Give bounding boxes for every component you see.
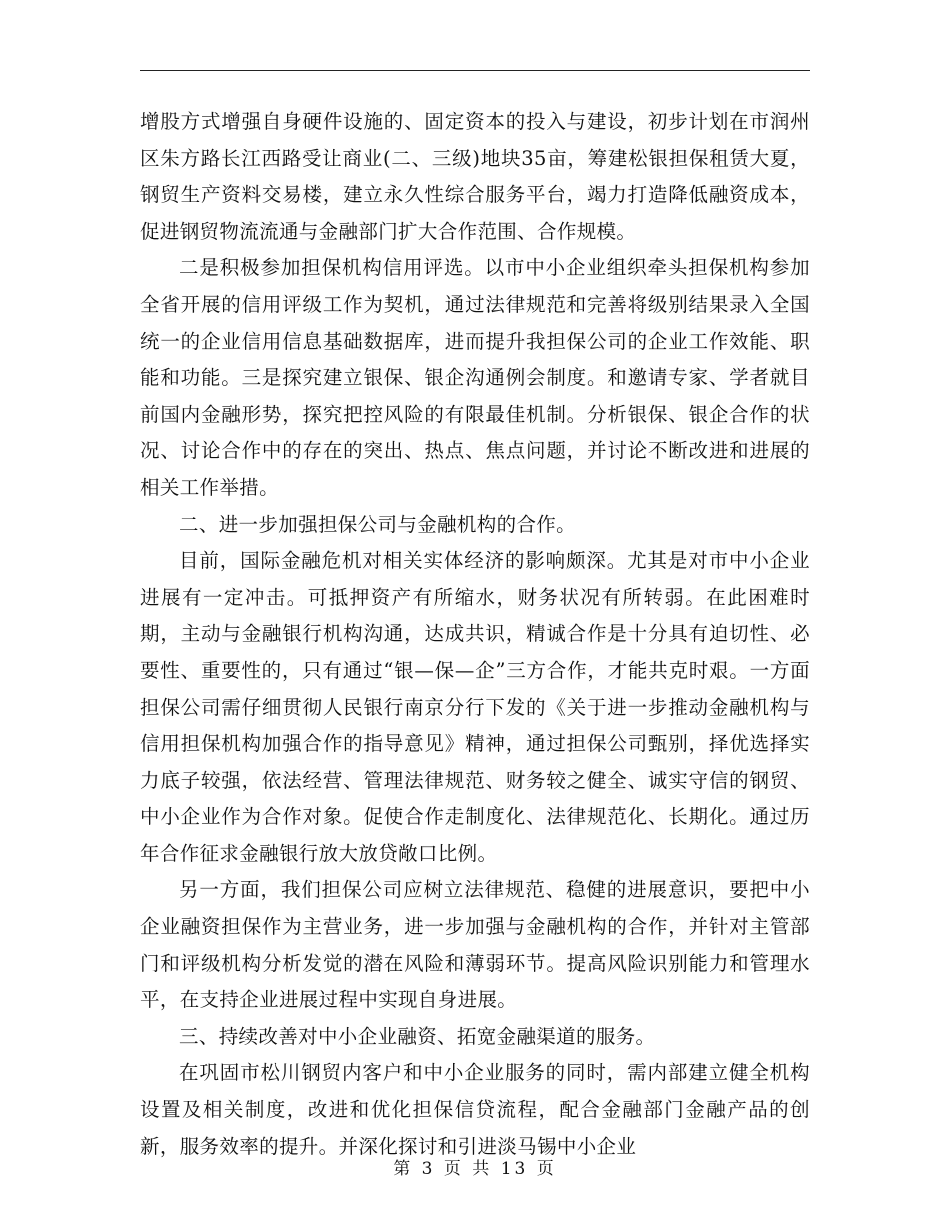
section-heading: 三、持续改善对中小企业融资、拓宽金融渠道的服务。: [179, 1024, 656, 1048]
header-divider: [140, 70, 810, 71]
section-heading: 二、进一步加强担保公司与金融机构的合作。: [179, 512, 577, 536]
page-number-footer: 第 3 页 共 13 页: [393, 1159, 557, 1179]
paragraph: 在巩固市松川钢贸内客户和中小企业服务的同时，需内部建立健全机构设置及相关制度，改进和优化担保信贷流程，配合金融部门金融产品的创新，服务效率的提升。并深化探讨和引进淡马锡中小企业: [140, 1061, 810, 1158]
paragraph: 二是积极参加担保机构信用评选。以市中小企业组织牵头担保机构参加全省开展的信用评级工作为契机，通过法律规范和完善将级别结果录入全国统一的企业信用信息基础数据库，进而提升我担保公司的企业工作效能、职能和功能。三是探究建立银保、银企沟通例会制度。和邀请专家、学者就目前国内金融形势，探究把控风险的有限最佳机制。分析银保、银企合作的状况、讨论合作中的存在的突出、热点、焦点问题，并讨论不断改进和进展的相关工作举措。: [140, 256, 810, 499]
paragraph: 目前，国际金融危机对相关实体经济的影响颇深。尤其是对市中小企业进展有一定冲击。可抵押资产有所缩水，财务状况有所转弱。在此困难时期，主动与金融银行机构沟通，达成共识，精诚合作是十分具有迫切性、必要性、重要性的，只有通过“银—保—企”三方合作，才能共克时艰。一方面担保公司需仔细贯彻人民银行南京分行下发的《关于进一步推动金融机构与信用担保机构加强合作的指导意见》精神，通过担保公司甄别，择优选择实力底子较强，依法经营、管理法律规范、财务较之健全、诚实守信的钢贸、中小企业作为合作对象。促使合作走制度化、法律规范化、长期化。通过历年合作征求金融银行放大放贷敞口比例。: [140, 549, 810, 865]
paragraph: 另一方面，我们担保公司应树立法律规范、稳健的进展意识，要把中小企业融资担保作为主营业务，进一步加强与金融机构的合作，并针对主管部门和评级机构分析发觉的潜在风险和薄弱环节。提高风险识别能力和管理水平，在支持企业进展过程中实现自身进展。: [140, 878, 810, 1012]
paragraph: 增股方式增强自身硬件设施的、固定资本的投入与建设，初步计划在市润州区朱方路长江西路受让商业(二、三级)地块35亩，筹建松银担保租赁大夏，钢贸生产资料交易楼，建立永久性综合服务平台，竭力打造降低融资成本，促进钢贸物流流通与金融部门扩大合作范围、合作规模。: [140, 110, 810, 243]
body-text: [140, 104, 810, 1165]
